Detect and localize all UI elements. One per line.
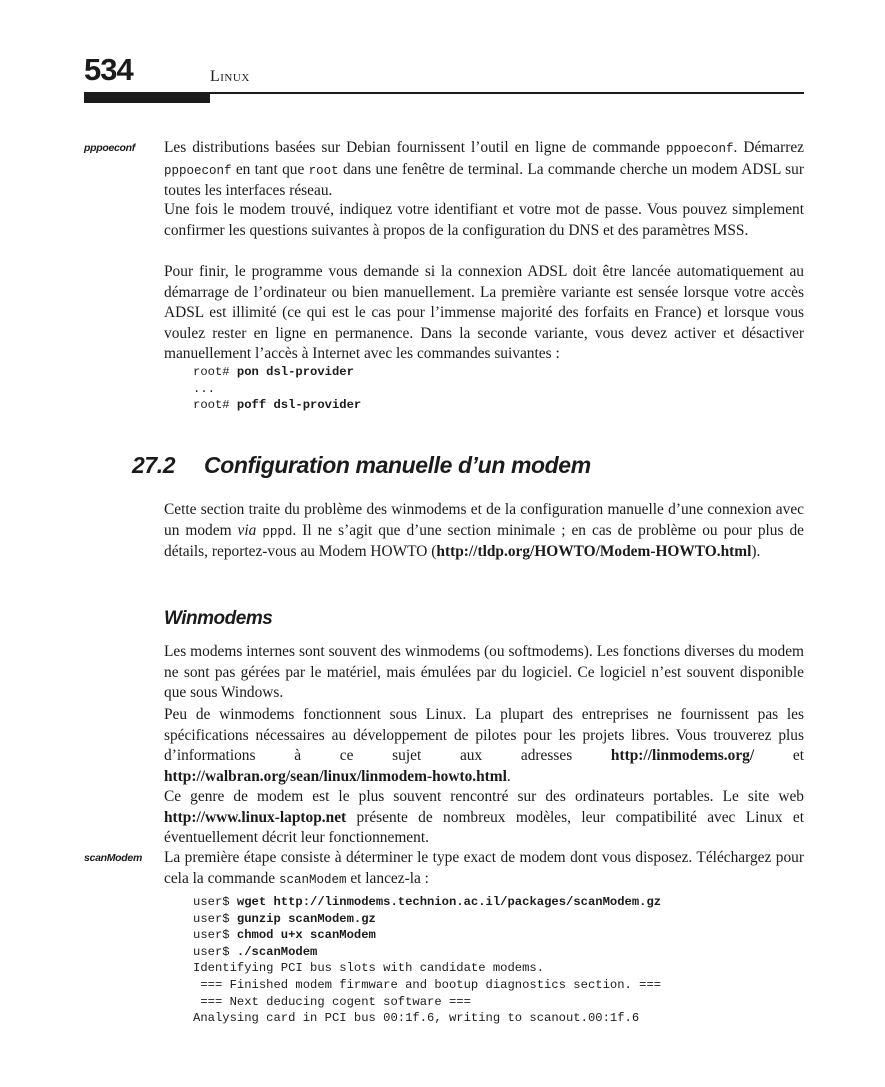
text: dans une fenêtre de terminal. La commande cherche un modem ADSL sur toutes les interfaces réseau. xyxy=(164,160,804,199)
text: ). xyxy=(751,543,761,560)
code-output: Analysing card in PCI bus 00:1f.6, writing to scanout.00:1f.6 xyxy=(193,1011,640,1026)
paragraph-laptops xyxy=(164,787,804,849)
link-modem-howto[interactable]: http://tldp.org/HOWTO/Modem-HOWTO.html xyxy=(436,543,752,560)
code-command: poff dsl-provider xyxy=(236,398,362,413)
inline-code: root xyxy=(308,163,339,178)
link-linmodems[interactable]: http://linmodems.org/ xyxy=(610,747,755,764)
subsection-heading: Winmodems xyxy=(164,608,273,629)
text: et xyxy=(754,747,804,764)
code-command: wget http://linmodems.technion.ac.il/packages/scanModem.gz xyxy=(236,895,662,909)
inline-code: pppoeconf xyxy=(665,142,734,156)
inline-code: scanModem xyxy=(278,872,347,887)
text: . Il ne s’agit que d’une section minimale ; en cas de problème ou pour plus de détails, reportez-vous au Modem HOWTO ( xyxy=(164,521,804,560)
text: Ce genre de modem est le plus souvent rencontré sur des ordinateurs portables. Le site web xyxy=(164,788,804,805)
margin-note-pppoeconf: pppoeconf xyxy=(84,142,135,154)
code-output: === Next deducing cogent software === xyxy=(193,994,471,1009)
paragraph-scanmodem xyxy=(164,848,804,890)
code-command: ./scanModem xyxy=(236,944,318,959)
paragraph-modem-found xyxy=(164,200,804,241)
code-prompt: root# xyxy=(193,398,237,413)
code-prompt: root# xyxy=(193,365,237,379)
section-title: Configuration manuelle d’un modem xyxy=(204,452,591,478)
code-command: chmod u+x scanModem xyxy=(236,928,376,943)
text: présente de nombreux modèles, leur compatibilité avec Linux et éventuellement décrit leur fonctionnement. xyxy=(164,808,804,846)
code-output: === Finished modem firmware and bootup diagnostics section. === xyxy=(193,977,662,992)
text: La première étape consiste à déterminer le type exact de modem dont vous disposez. Téléchargez pour cela la commande xyxy=(164,849,804,887)
code-prompt: user$ xyxy=(193,928,237,943)
running-title: Linux xyxy=(210,68,250,85)
code-prompt: ... xyxy=(193,381,215,396)
paragraph-winmodems-linux xyxy=(164,705,804,787)
italic-text: via xyxy=(237,521,257,539)
link-linux-laptop[interactable]: http://www.linux-laptop.net xyxy=(164,808,347,826)
paragraph-section-intro xyxy=(164,500,804,563)
paragraph-pppoeconf-intro xyxy=(164,138,804,202)
margin-note-scanmodem: scanModem xyxy=(84,852,142,864)
code-block-pon-poff xyxy=(193,364,361,414)
code-output: Identifying PCI bus slots with candidate modems. xyxy=(193,961,545,976)
code-block-scanmodem xyxy=(193,894,661,1027)
code-command: gunzip scanModem.gz xyxy=(236,911,376,926)
paragraph-adsl-connection xyxy=(164,262,804,365)
text: . Démarrez xyxy=(733,139,804,156)
paragraph-winmodems-intro xyxy=(164,642,804,704)
text: et lancez-la : xyxy=(346,869,429,887)
text: en tant que xyxy=(231,160,309,178)
text: Cette section traite du problème des winmodems et de la configuration manuelle d’une connexion avec un modem xyxy=(164,501,804,539)
code-prompt: user$ xyxy=(193,895,237,909)
paragraph-text: Une fois le modem trouvé, indiquez votre identifiant et votre mot de passe. Vous pouvez simplement confirmer les questions suivantes à propos de la configuration du DNS et des paramètres MSS. xyxy=(164,201,804,239)
text: . xyxy=(506,767,511,785)
paragraph-text: Les modems internes sont souvent des winmodems (ou softmodems). Les fonctions diverses du modem ne sont pas gérées par le matériel, mais émulées par du logiciel. Ce logiciel n’est souvent disponible que sous Windows. xyxy=(164,643,804,701)
text: Peu de winmodems fonctionnent sous Linux. La plupart des entreprises ne fournissent pas les spécifications nécessaires au développement de pilotes pour les projets libres. Vous trouverez plus d’informations à ce sujet aux adresses xyxy=(164,706,804,764)
inline-code: pppd xyxy=(262,524,293,539)
code-prompt: user$ xyxy=(193,944,237,959)
section-heading xyxy=(132,452,591,479)
section-number: 27.2 xyxy=(132,452,176,478)
inline-code: pppoeconf xyxy=(164,163,232,178)
header-rule-accent xyxy=(84,94,210,103)
code-prompt: user$ xyxy=(193,911,237,926)
page-number: 534 xyxy=(84,52,133,87)
code-command: pon dsl-provider xyxy=(236,365,354,379)
text: Les distributions basées sur Debian fournissent l’outil en ligne de commande xyxy=(164,139,666,156)
paragraph-text: Pour finir, le programme vous demande si la connexion ADSL doit être lancée automatiquement au démarrage de l’ordinateur ou bien manuellement. La première variante est sensée lorsque votre accès ADSL est illimité (ce qui est le cas pour l’immense majorité des forfaits en France) et lorsque vous voulez rester en ligne en permanence. Dans la seconde variante, vous devez activer et désactiver manuellement l’accès à Internet avec les commandes suivantes : xyxy=(164,263,804,362)
link-linmodem-howto[interactable]: http://walbran.org/sean/linux/linmodem-howto.html xyxy=(164,767,507,785)
